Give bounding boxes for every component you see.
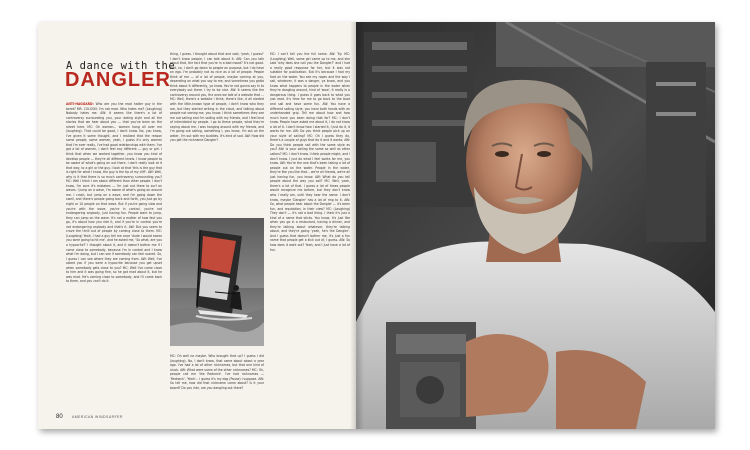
column-3-text: MC: I can't tell you the full name. AW: Try. MC: (Laughing) Well, some girl came up to me, and she said 'why does she call you the Dangler?' and I had a really good response for her, but it was not suitable for publication. But it's because I had my foot on the water. You see my ropes and the way I sail, whatever, it was a danger, ya know, and you know what happens to people in the water when they're dangling around, kind of 'wow', it really is a dangerous thing. I guess it goes back to what you just read. It's time for me to go back to the boat and sail and have some fun. AW: You have a different sailing style, you have both hands with an underhanded grip. Tell me about how and how much have you been doing that for? MC: I don't know. People have asked me about it, I do not know a lot of it. I don't know how I started it, I just do it, it works for me. AW: Do you think people pick up on your style of sailing? MC: Oh I guess they do, there's a couple of guys that do it and it works. AW: Do you think people sail with the same style as you? AW: Is your sailing the same as well as other sailors? MC: I don't know. I think people might, and I don't know. I just do what I feel works for me, you know. AW: You're the one that's been taking a lot of people out on the water. People in the water, they're like you like that... we're all friends, we're all just having fun, you know. AW: What do you tell people about the way you sail? MC: Well, yeah, there's a lot of that. I guess a lot of times people would recognize me before, but they don't know who I really am, until they hear the name. I don't know, maybe 'Dangler' has a lot of ring to it. AW: So, what people hear about the Dangler — it's been fun, and reputation, in their view? MC: (Laughing) They don't — it's not a bad thing. I think it's just a kind of a name that sticks. You know, it's just like when you go in a restaurant, having a dinner, and they're talking about whatever, they're talking about, and they're going 'yeah, he's the Dangler'. And I guess that doesn't bother me, it's just a fun name that people get a kick out of, I guess. AW: So how does it work out? Yeah, and I just have a lot of fun. bbox=[270, 52, 350, 252]
article-column-1 bbox=[66, 102, 162, 429]
windsurfer-photo bbox=[170, 218, 264, 346]
column-2-text: thing, I guess. I thought about that and said, 'yeah, I guess!' I don't know people, I can talk about it. AW: Can you talk about that, the fact that you're in a bad mood? It's not good. And, no, I don't go down to people on purpose, but I do have an ego. I'm probably not as nice as a lot of people. People think of me — of a lot of people, maybe coming at you, depending on what you say to me, and sometimes you gotta think about it differently, ya know. You're not gonna say hi to everybody out there. I try to be nice. AW: It seems like the controversy around you, the ones we talk of a website that ... MC: Well, there's a website I think, there's like, it all started with the little-known type of people, I don't know who they are, but they started writing in the cloud, and talking about people not seeing me, you know. I think sometimes they see me out sailing and I'm sailing with my friends, and I feel kind of intimidated by people. I go to these people, what they're saying about me. I was hanging around with my friends, and I'm going out sailing, something I, you know, I'm out on the water, I'm out with my buddies. It's kind of sad. AW: How did you get the nickname Dangler? bbox=[170, 52, 264, 143]
portrait-photo bbox=[356, 22, 715, 429]
interviewer-label: ANTI-HAGGARD: bbox=[66, 102, 94, 106]
article-column-2-continued bbox=[170, 354, 264, 419]
headline-title: DANGLER bbox=[65, 69, 171, 91]
column-2b-text: MC: Oh well no maybe. Who brought that up? I guess I did (laughing). No, I don't know, that came about about a year ago. I've had a lot of other nicknames, but that one kind of stuck. AW: What were some of the other nicknames? MC: Oh, people call me 'the Redneck'. I've had nicknames — 'Redneck', 'Yeah'... I guess it's my dog (Pause) I suppose. AW: So tell me, how did that nickname come about? Is it your board? Do you ride, are you dangling out there? bbox=[170, 354, 264, 390]
left-page bbox=[38, 22, 356, 429]
article-column-2 bbox=[170, 52, 264, 212]
article-column-3 bbox=[270, 52, 350, 392]
column-1-text: Who are you the mad hatter guy in the beret? MR. COLSON: I'm not mad. Who hates me? (Laughing) Nobody hates me. AW: It seems like there's a lot of controversy surrounding you, your dating style and all the stories that we hear about you — that you've been on the street here. MC: Oh women... women hang all over me (laughing). That could be good, I don't know. No, you know, I've given it some thought, and I realized that the reason some people, some women, yeah, I guess it's only women that I'm ever really, I've had good relationships with them. I've got a lot of women, I don't feel any different — guy or girl. I think that when we worked together, you know you kind of develop people — they're all different levels. I know people to be aware of what's going on out there. I don't really look at it that way, to a girl or the guy. I look at that 'this is the guy that is right for what I know, the guy is the tip of my cliff'. AW: Well, why is it that there is so much controversy surrounding you? MC: Well I think I am about different than other people. I don't know, I'm sure it's mistakes — I'm just out there to surf on waves. I jump on a wave, I'm aware of what's going on around me. I crash, but jump on a wave, and I'm going down the swell, and there's people going back and forth, you just go by eight or 10 people on that wave. But if you're going slow and you're with the wave, you're in control, you're not endangering anybody, just having fun. People want to jump, they can jump on the wave. It's not a matter of how fast you go, it's about how you ride it, and if you're in control you're not endangering anybody and that's it. AW: But you seem to crave the thrill out of people by coming close to them. MC: (Laughing) Yeah, I had a guy tell me once 'dude I would swear you were going to hit me', and he asked me, 'So what, are you a hypocrite?' I thought about it, and it doesn't bother me if I come close to somebody, because I'm in control and I know what I'm doing, but I can see if somebody can feel scared. So, I guess I can see where they are coming from. AW: Well, I've asked you if you were a hypocrite because you get upset when somebody gets close to you? MC: Well I've come close to him and it was going fine, so he got mad about it, but he was mad. He's coming close to somebody, and I'll come back to them, and you can't do it. bbox=[66, 102, 162, 284]
page-number: 80 bbox=[56, 414, 63, 420]
spread-gutter bbox=[350, 22, 364, 429]
magazine-spread bbox=[38, 22, 715, 429]
magazine-footer: AMERICAN WINDSURFER bbox=[72, 415, 123, 419]
headline-kicker: A dance with the bbox=[66, 60, 176, 72]
right-page bbox=[356, 22, 715, 429]
